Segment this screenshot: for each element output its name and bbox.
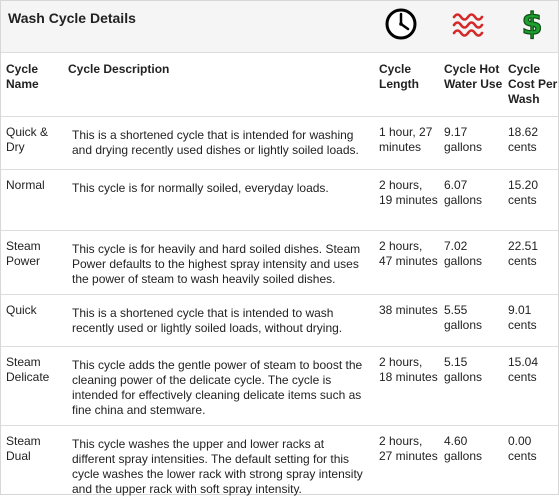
wash-cycle-table	[1, 53, 558, 501]
table-row	[1, 425, 558, 501]
header-cycle-name: Cycle Name	[1, 53, 63, 116]
table-row	[1, 230, 558, 294]
cycle-water-use: 5.55 gallons	[439, 294, 503, 346]
clock-icon	[384, 7, 418, 41]
cycle-name: Quick & Dry	[1, 116, 63, 169]
panel-title: Wash Cycle Details	[8, 10, 136, 26]
cycle-length: 2 hours, 19 minutes	[374, 169, 439, 230]
cycle-water-use: 5.15 gallons	[439, 346, 503, 425]
dollar-icon	[515, 6, 549, 40]
cycle-name: Steam Power	[1, 230, 63, 294]
cycle-name: Steam Delicate	[1, 346, 63, 425]
svg-text:$: $	[521, 7, 543, 40]
header-hot-water-use: Cycle Hot Water Use	[439, 53, 503, 116]
cycle-name: Quick	[1, 294, 63, 346]
cycle-name: Steam Dual	[6, 433, 41, 463]
cycle-water-use: 9.17 gallons	[439, 116, 503, 169]
cycle-length: 2 hours, 27 minutes	[379, 433, 438, 463]
cycle-water-use: 4.60 gallons	[444, 433, 483, 463]
cycle-cost: 18.62 cents	[503, 116, 558, 169]
cycle-water-use: 6.07 gallons	[439, 169, 503, 230]
cycle-description: This cycle is for heavily and hard soiled dishes. Steam Power defaults to the highest spray intensity and uses the power of steam to wash heavily soiled dishes.	[63, 230, 374, 294]
cycle-water-use: 7.02 gallons	[439, 230, 503, 294]
cycle-description: This is a shortened cycle that is intended to wash recently used or lightly soiled loads, without drying.	[63, 294, 374, 346]
header-cycle-description: Cycle Description	[63, 53, 374, 116]
table-row	[1, 294, 558, 346]
cycle-length: 2 hours, 18 minutes	[374, 346, 439, 425]
cycle-name: Normal	[1, 169, 63, 230]
table-row	[1, 116, 558, 169]
header-cycle-length: Cycle Length	[374, 53, 439, 116]
cycle-cost: 15.20 cents	[503, 169, 558, 230]
cycle-length: 38 minutes	[374, 294, 439, 346]
cycle-cost: 9.01 cents	[503, 294, 558, 346]
table-row	[1, 346, 558, 425]
cycle-description: This cycle is for normally soiled, everyday loads.	[63, 169, 374, 230]
header-cost-per-wash: Cycle Cost Per Wash	[503, 53, 558, 116]
cycle-cost: 0.00 cents	[508, 433, 537, 463]
table-header-row	[1, 53, 558, 116]
cycle-description: This is a shortened cycle that is intended for washing and drying recently used dishes or lightly soiled loads.	[63, 116, 374, 169]
cycle-description: This cycle washes the upper and lower racks at different spray intensities. The default setting for this cycle washes the lower rack with strong spray intensity and the upper rack with soft spray intensity.	[72, 436, 363, 496]
table-row	[1, 169, 558, 230]
cycle-length: 1 hour, 27 minutes	[374, 116, 439, 169]
cycle-cost: 15.04 cents	[503, 346, 558, 425]
cycle-cost: 22.51 cents	[503, 230, 558, 294]
cycle-length: 2 hours, 47 minutes	[374, 230, 439, 294]
title-bar	[1, 1, 558, 53]
cycle-description: This cycle adds the gentle power of steam to boost the cleaning power of the delicate cycle. The cycle is intended for effectively cleaning delicate items such as fine china and stemware.	[63, 346, 374, 425]
hot-water-icon	[451, 8, 485, 42]
